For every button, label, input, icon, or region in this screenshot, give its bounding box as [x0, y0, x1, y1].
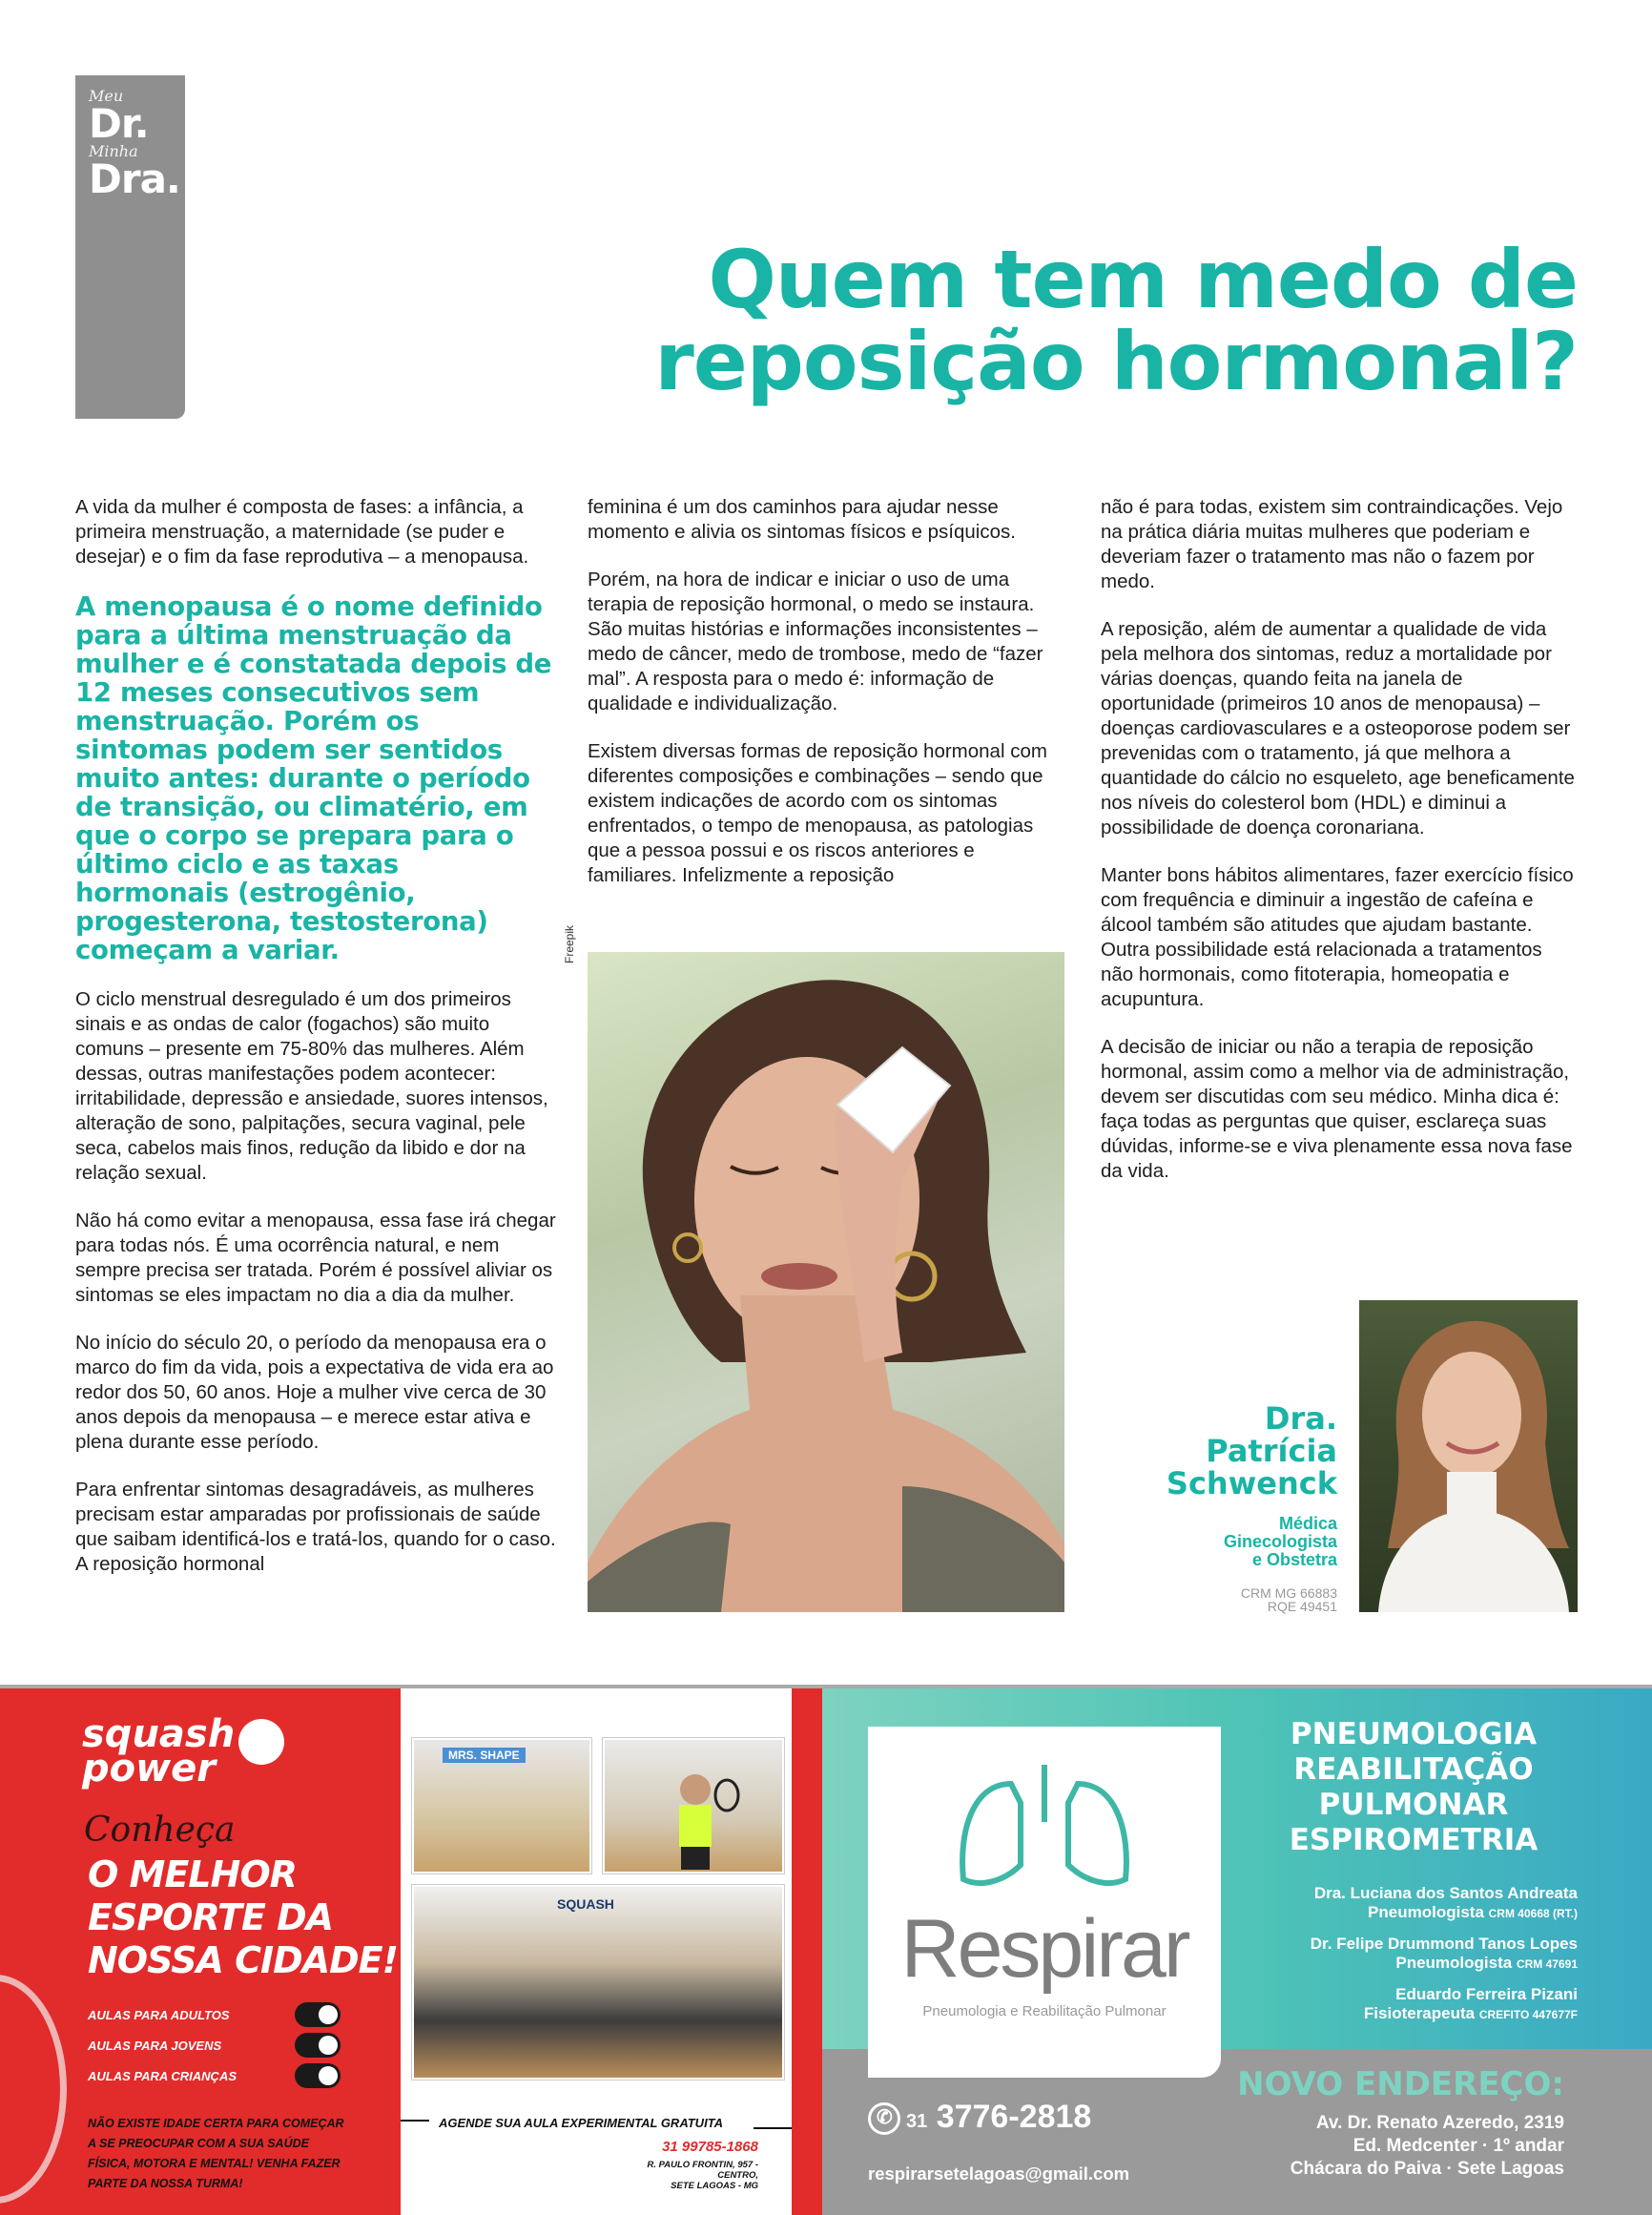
group-photo	[412, 1738, 591, 1873]
article-column-2	[588, 495, 1047, 911]
ad-title-line: O MELHOR	[88, 1853, 297, 1895]
toggle-icon	[295, 2002, 341, 2027]
divider-line	[754, 2127, 792, 2129]
author-crm: CRM MG 66883	[1240, 1585, 1337, 1601]
paragraph: feminina é um dos caminhos para ajudar nesse momento e alivia os sintomas físicos e psíquicos.	[588, 496, 1016, 543]
staff-member	[1177, 1935, 1578, 1974]
ad-note-line: NÃO EXISTE IDADE CERTA PARA COMEÇAR	[88, 2117, 344, 2130]
headline-line: reposição hormonal?	[654, 315, 1578, 408]
author-portrait-illustration	[1359, 1300, 1578, 1612]
author-role-line: e Obstetra	[1251, 1550, 1337, 1569]
class-item	[88, 1999, 341, 2030]
staff-name: Eduardo Ferreira Pizani	[1395, 1985, 1578, 2003]
divider-line	[401, 2120, 429, 2122]
paragraph: Manter bons hábitos alimentares, fazer exercício físico com frequência e diminuir a ingestão de cafeína e álcool também são atitudes que ajudam bastante. Outra possibilidade está relacionada a tratamentos não hormonais, como fitoterapia, homeopatia e acupuntura.	[1101, 864, 1574, 1010]
author-photo	[1359, 1300, 1578, 1612]
class-label: AULAS PARA JOVENS	[88, 2038, 222, 2053]
logo-line: squash	[82, 1712, 236, 1756]
author-name-line: Schwenck	[1166, 1465, 1337, 1501]
toggle-icon	[295, 2063, 341, 2088]
ad-squash-power	[0, 1688, 401, 2215]
ad-note-line: PARTE DA NOSSA TURMA!	[88, 2177, 243, 2190]
service-item: PNEUMOLOGIA	[1290, 1717, 1538, 1751]
paragraph: Existem diversas formas de reposição hormonal com diferentes composições e combinações – sendo que existem indicações de acordo com os sintomas enfrentados, o tempo de menopausa, as patologias que a pessoa possui e os riscos anteriores e familiares. Infelizmente a reposição	[588, 740, 1047, 886]
respirar-brand: Respirar	[900, 1903, 1188, 1995]
article-column-3	[1101, 495, 1578, 1207]
ad-cta: AGENDE SUA AULA EXPERIMENTAL GRATUITA	[439, 2116, 724, 2130]
class-list	[88, 1999, 341, 2091]
article-headline	[654, 233, 1578, 408]
paragraph: A decisão de iniciar ou não a terapia de reposição hormonal, assim como a melhor via de administração, devem ser discutidas com seu médico. Minha dica é: faça todas as perguntas que quiser, esclareça suas dúvidas, informe-se e viva plenamente essa nova fase da vida.	[1101, 1036, 1573, 1182]
logo-line: power	[82, 1747, 216, 1791]
paragraph: não é para todas, existem sim contraindicações. Vejo na prática diária muitas mulheres que poderiam e deveriam fazer o tratamento mas não o fazem por medo.	[1101, 496, 1563, 592]
staff-role: Pneumologista	[1368, 1903, 1484, 1921]
photo-credit: Freepik	[563, 924, 576, 963]
class-label: AULAS PARA ADULTOS	[88, 2007, 230, 2022]
staff-registration: CREFITO 447677F	[1478, 2008, 1578, 2021]
ad-note-line: A SE PREOCUPAR COM A SUA SAÚDE	[88, 2137, 309, 2150]
class-label: AULAS PARA CRIANÇAS	[88, 2068, 237, 2083]
section-tab	[75, 75, 185, 419]
squash-power-logo	[82, 1712, 236, 1791]
author-role-line: Médica	[1278, 1514, 1337, 1533]
staff-member	[1177, 1985, 1578, 2024]
staff-list	[1177, 1884, 1578, 2036]
squash-ball-icon	[238, 1719, 284, 1765]
section-label: Dr.	[89, 100, 149, 147]
paragraph: No início do século 20, o período da menopausa era o marco do fim da vida, pois a expectativa de vida era ao redor dos 50, 60 anos. Hoje a mulher vive cerca de 30 anos depois da menopausa – e merece estar ativa e plena durante esse período.	[75, 1332, 554, 1453]
staff-role: Pneumologista	[1395, 1954, 1513, 1972]
ad-respirar	[822, 1688, 1652, 2215]
article-photo	[588, 952, 1064, 1612]
staff-name: Dr. Felipe Drummond Tanos Lopes	[1310, 1935, 1578, 1953]
services-list	[1242, 1717, 1585, 1858]
photo-banner: MRS. SHAPE	[443, 1748, 526, 1763]
author-block	[1167, 1402, 1337, 1613]
author-name-line: Dra.	[1264, 1400, 1337, 1437]
staff-role: Fisioterapeuta	[1363, 2004, 1476, 2022]
staff-member	[1177, 1884, 1578, 1923]
headline-line: Quem tem medo de	[708, 233, 1578, 326]
respirar-tagline: Pneumologia e Reabilitação Pulmonar	[922, 2003, 1167, 2019]
staff-registration: CRM 40668 (RT.)	[1488, 1907, 1578, 1920]
paragraph: A reposição, além de aumentar a qualidade de vida pela melhora dos sintomas, reduz a mortalidade por várias doenças, quando feita na janela de oportunidade (primeiros 10 anos de menopausa) – doenças cardiovasculares e a osteoporose podem ser prevenidas com o tratamento, já que melhora a quantidade do cálcio no esqueleto, age beneficamente nos níveis do colesterol bom (HDL) e diminui a possibilidade de doença coronariana.	[1101, 618, 1575, 838]
staff-name: Dra. Luciana dos Santos Andreata	[1313, 1884, 1578, 1902]
ad-title	[88, 1853, 398, 1982]
paragraph: O ciclo menstrual desregulado é um dos primeiros sinais e as ondas de calor (fogachos) são muito comuns – presente em 75-80% das mulheres. Além dessas, outras manifestações podem acontecer: irritabilidade, depressão e ansiedade, suores intensos, alteração de sono, palpitações, secura vaginal, pele seca, cabelos mais finos, redução da libido e dor na relação sexual.	[75, 988, 548, 1184]
service-item: REABILITAÇÃO PULMONAR	[1293, 1752, 1534, 1822]
paragraph: Não há como evitar a menopausa, essa fase irá chegar para todas nós. É uma ocorrência natural, e nem sempre precisa ser tratada. Porém é possível aliviar os sintomas se eles impactam no dia a dia da mulher.	[75, 1210, 556, 1306]
class-item	[88, 2030, 341, 2060]
woman-photo-illustration	[588, 952, 1064, 1612]
paragraph: Porém, na hora de indicar e iniciar o uso de uma terapia de reposição hormonal, o medo se instaura. São muitas histórias e informações inconsistentes – medo de câncer, medo de trombose, medo de “fazer mal”. A resposta para o medo é: informação de qualidade e individualização.	[588, 569, 1043, 714]
player-illustration	[605, 1740, 784, 1873]
whatsapp-icon	[868, 2102, 900, 2135]
address-line: Chácara do Paiva · Sete Lagoas	[1290, 2159, 1564, 2179]
section-label: Dra.	[89, 155, 180, 202]
author-name-line: Patrícia	[1206, 1433, 1337, 1469]
ad-phone: 31 99785-1868	[662, 2139, 758, 2155]
paragraph: Para enfrentar sintomas desagradáveis, as mulheres precisam estar amparadas por profissionais de saúde que saibam identificá-los e tratá-los, quando for o caso. A reposição hormonal	[75, 1479, 556, 1575]
respirar-phone	[868, 2099, 1091, 2136]
address-line: Ed. Medcenter · 1º andar	[1353, 2136, 1564, 2156]
lungs-icon	[868, 1746, 1221, 1917]
address-line: Av. Dr. Renato Azeredo, 2319	[1315, 2113, 1564, 2133]
author-rqe: RQE 49451	[1267, 1599, 1337, 1614]
toggle-icon	[295, 2033, 341, 2058]
phone-number: 3776-2818	[936, 2099, 1092, 2135]
author-name	[1167, 1402, 1337, 1500]
article-column-1	[75, 495, 557, 1600]
service-item: ESPIROMETRIA	[1289, 1823, 1538, 1857]
racket-icon	[0, 1975, 67, 2204]
ad-title-line: NOSSA CIDADE!	[88, 1939, 398, 1981]
ad-note-line: FÍSICA, MOTORA E MENTAL! VENHA FAZER	[88, 2157, 341, 2170]
respirar-address	[1291, 2112, 1564, 2181]
address-line: SETE LAGOAS - MG	[671, 2181, 758, 2191]
ad-title-line: ESPORTE DA	[88, 1896, 334, 1938]
author-registration	[1167, 1586, 1337, 1613]
respirar-logo-card	[868, 1727, 1221, 2078]
ad-note	[88, 2114, 364, 2194]
player-photo	[603, 1738, 784, 1873]
ad-squash-photos	[401, 1688, 792, 2215]
new-address-heading: NOVO ENDEREÇO:	[1237, 2065, 1564, 2103]
team-photo	[412, 1885, 784, 2080]
ad-separator-bar	[792, 1688, 822, 2215]
section-tiny-label: Minha	[89, 142, 138, 160]
pull-quote: A menopausa é o nome definido para a última menstruação da mulher e é constatada depois de 12 meses consecutivos sem menstruação. Porém os sintomas podem ser sentidos muito antes: durante o período de transição, ou climatério, em que o corpo se prepara para o último ciclo e as taxas hormonais (estrogênio, progesterona, testosterona) começam a variar.	[75, 591, 552, 965]
staff-registration: CRM 47691	[1516, 1957, 1578, 1971]
author-role-line: Ginecologista	[1223, 1532, 1337, 1551]
ad-address	[606, 2160, 758, 2191]
address-line: R. PAULO FRONTIN, 957 - CENTRO,	[647, 2160, 758, 2181]
respirar-email: respirarsetelagoas@gmail.com	[868, 2163, 1130, 2184]
section-tiny-label: Meu	[89, 87, 124, 105]
paragraph: A vida da mulher é composta de fases: a infância, a primeira menstruação, a maternidade (se puder e desejar) e o fim da fase reprodutiva – a menopausa.	[75, 496, 529, 568]
author-role	[1167, 1515, 1337, 1569]
photo-banner: SQUASH	[557, 1896, 614, 1912]
phone-area-code: 31	[906, 2111, 928, 2132]
ad-script-heading: Conheça	[84, 1811, 236, 1850]
class-item	[88, 2060, 341, 2091]
